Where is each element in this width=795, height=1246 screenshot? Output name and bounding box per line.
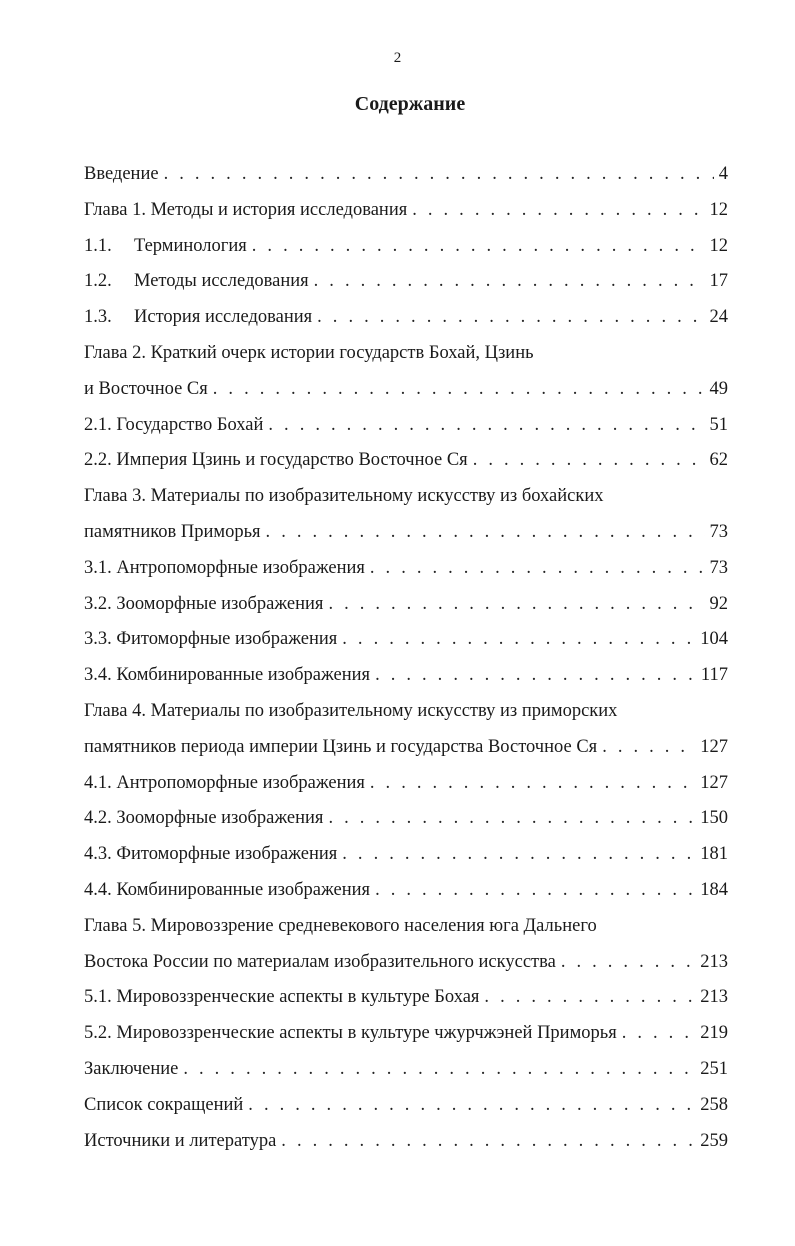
toc-entry-page: 73: [709, 521, 728, 542]
toc-entry-label: Источники и литература: [84, 1130, 277, 1151]
toc-entry-label: 2.1. Государство Бохай: [84, 414, 264, 435]
toc-entry: [84, 1059, 728, 1095]
toc-entry: [84, 880, 728, 916]
toc-entry: [84, 701, 728, 737]
dot-leader: [375, 880, 695, 901]
toc-entry-page: 104: [700, 629, 728, 650]
toc-entry-label: 5.1. Мировоззренческие аспекты в культуре Бохая: [84, 987, 480, 1008]
toc-entry-label: памятников Приморья: [84, 521, 261, 542]
dot-leader: [328, 808, 695, 829]
dot-leader: [370, 773, 695, 794]
dot-leader: [281, 1131, 695, 1152]
toc-entry-number: 1.2.: [84, 271, 112, 292]
toc-entry-label: и Восточное Ся: [84, 378, 208, 399]
toc-entry-label: 2.2. Империя Цзинь и государство Восточное Ся: [84, 450, 468, 471]
toc-entry-label: Востока России по материалам изобразительного искусства: [84, 951, 556, 972]
toc-entry: [84, 522, 728, 558]
dot-leader: [328, 594, 704, 615]
toc-entry-number: 1.3.: [84, 307, 112, 328]
toc-entry: [84, 271, 728, 307]
toc-entry: [84, 415, 728, 451]
dot-leader: [164, 164, 714, 185]
toc-entry-page: 73: [709, 557, 728, 578]
dot-leader: [561, 952, 695, 973]
dot-leader: [370, 558, 705, 579]
toc-entry: [84, 164, 728, 200]
toc-entry-label: Терминология: [134, 235, 247, 256]
toc-entry-page: 117: [700, 665, 728, 686]
toc-entry-label: 4.1. Антропоморфные изображения: [84, 772, 365, 793]
toc-entry: [84, 737, 728, 773]
toc-entry-label: 4.2. Зооморфные изображения: [84, 808, 324, 829]
toc-entry-label: Введение: [84, 164, 159, 184]
toc-entry: [84, 450, 728, 486]
dot-leader: [314, 271, 705, 292]
dot-leader: [473, 450, 705, 471]
toc-entry-label: 5.2. Мировоззренческие аспекты в культуре чжурчжэней Приморья: [84, 1023, 617, 1044]
toc-entry-page: 17: [709, 271, 728, 292]
page-number: 2: [393, 50, 402, 66]
dot-leader: [183, 1059, 695, 1080]
dot-leader: [317, 307, 704, 328]
toc-entry: [84, 486, 728, 522]
toc-entry: [84, 844, 728, 880]
toc-entry: [84, 1095, 728, 1131]
toc-entry-page: 150: [700, 808, 728, 829]
toc-entry-page: 213: [700, 951, 728, 972]
toc-entry-label: Список сокращений: [84, 1094, 244, 1115]
toc-entry: [84, 629, 728, 665]
toc-entry: [84, 773, 728, 809]
toc-entry: [84, 1023, 728, 1059]
dot-leader: [602, 737, 695, 758]
dot-leader: [268, 415, 704, 436]
dot-leader: [342, 629, 695, 650]
toc-entry-page: 127: [700, 772, 728, 793]
toc-entry-page: 24: [709, 307, 728, 328]
toc-entry-page: 251: [700, 1058, 728, 1079]
toc-entry: [84, 307, 728, 343]
toc-entry-label: 3.3. Фитоморфные изображения: [84, 629, 338, 650]
toc-entry: [84, 343, 728, 379]
toc-entry-label: Глава 4. Материалы по изобразительному искусству из приморских: [84, 700, 618, 721]
toc-entry-page: 92: [709, 593, 728, 614]
dot-leader: [266, 522, 705, 543]
toc-entry-label: Глава 5. Мировоззрение средневекового населения юга Дальнего: [84, 915, 597, 936]
dot-leader: [248, 1095, 695, 1116]
toc-entry-label: История исследования: [134, 307, 313, 328]
toc-entry: [84, 808, 728, 844]
toc-entry-page: 181: [700, 844, 728, 865]
toc-entry-label: Глава 3. Материалы по изобразительному искусству из бохайских: [84, 486, 604, 507]
toc-entry-page: 219: [700, 1023, 728, 1044]
toc-entry-label: Глава 2. Краткий очерк истории государств Бохай, Цзинь: [84, 342, 534, 363]
toc-entry: [84, 665, 728, 701]
toc-entry-page: 12: [709, 235, 728, 256]
toc-entry-label: Методы исследования: [134, 271, 309, 292]
toc-entry-page: 259: [700, 1130, 728, 1151]
toc-entry-page: 49: [709, 378, 728, 399]
toc-entry-page: 51: [709, 414, 728, 435]
dot-leader: [342, 844, 695, 865]
toc-entry-label: 3.1. Антропоморфные изображения: [84, 557, 365, 578]
toc-entry: [84, 236, 728, 272]
toc-entry: [84, 558, 728, 594]
toc-entry: [84, 379, 728, 415]
toc-entry-page: 127: [700, 736, 728, 757]
toc-entry-label: 4.3. Фитоморфные изображения: [84, 844, 338, 865]
toc-entry-number: 1.1.: [84, 235, 112, 256]
toc-entry-label: 3.4. Комбинированные изображения: [84, 665, 371, 686]
toc-entry-page: 4: [718, 164, 728, 184]
toc-entry: [84, 594, 728, 630]
toc-entry-page: 213: [700, 987, 728, 1008]
toc-entry-page: 258: [700, 1094, 728, 1115]
dot-leader: [213, 379, 705, 400]
dot-leader: [375, 665, 696, 686]
toc-entry-label: Заключение: [84, 1058, 179, 1079]
toc-entry-page: 12: [709, 199, 728, 220]
dot-leader: [484, 987, 695, 1008]
toc-entry-page: 184: [700, 879, 728, 900]
toc-entry-label: 3.2. Зооморфные изображения: [84, 593, 324, 614]
dot-leader: [412, 200, 704, 221]
toc-entry: [84, 200, 728, 236]
toc-entry: [84, 987, 728, 1023]
toc-entry-label: Глава 1. Методы и история исследования: [84, 199, 408, 220]
toc-entry: [84, 916, 728, 952]
toc-entry-page: 62: [709, 450, 728, 471]
toc-entry: [84, 952, 728, 988]
table-of-contents: [84, 164, 728, 1166]
page-title: Содержание: [354, 93, 466, 115]
toc-entry-label: 4.4. Комбинированные изображения: [84, 879, 371, 900]
dot-leader: [252, 236, 705, 257]
dot-leader: [622, 1023, 696, 1044]
toc-entry-label: памятников периода империи Цзинь и государства Восточное Ся: [84, 736, 598, 757]
toc-entry: [84, 1131, 728, 1167]
